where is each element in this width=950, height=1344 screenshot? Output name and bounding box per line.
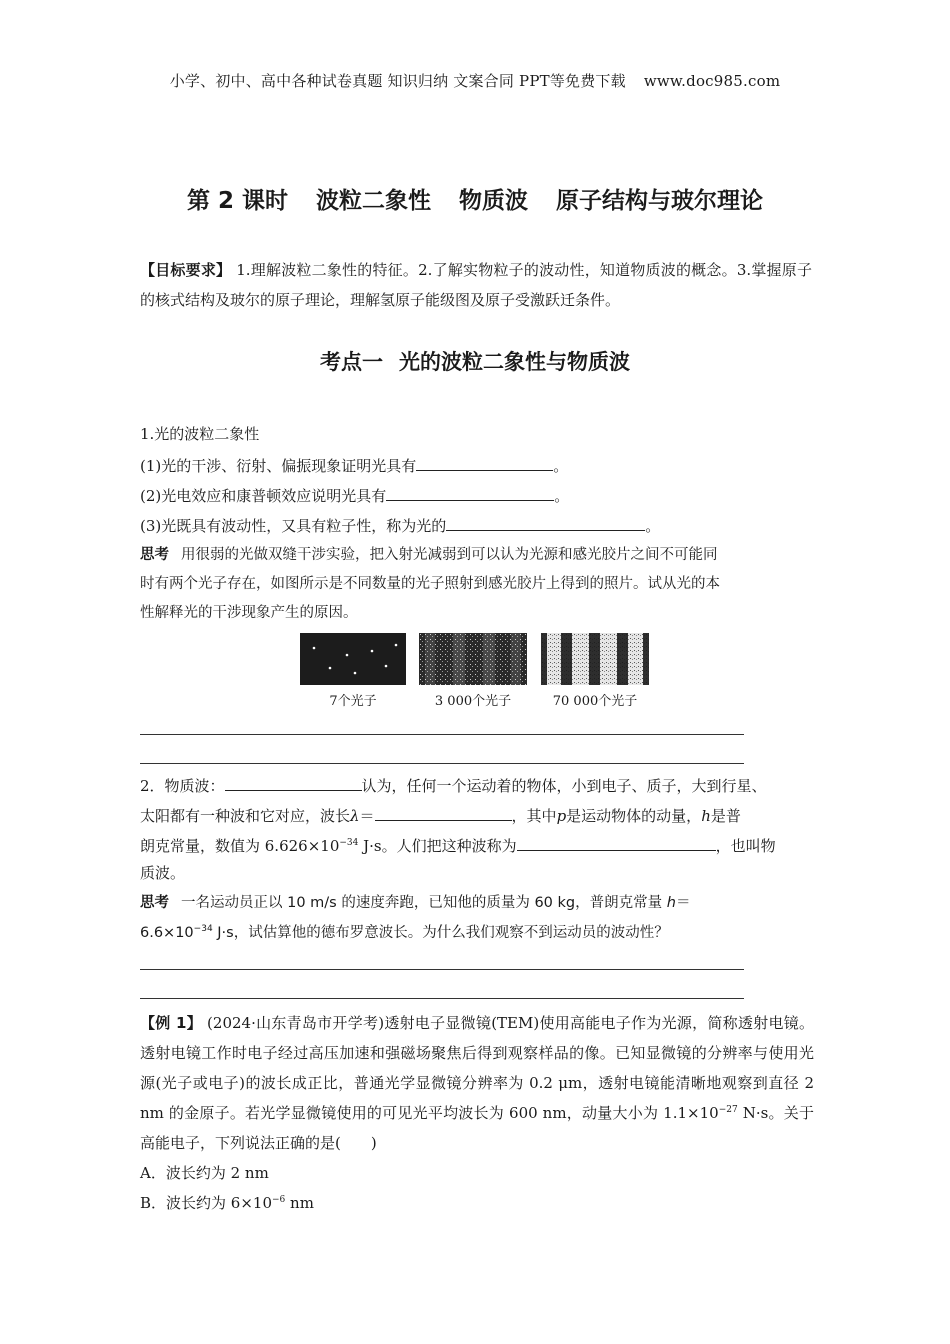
answer-line[interactable] xyxy=(140,763,744,764)
think2-text2a: 6.6×10 xyxy=(140,925,194,941)
item1-heading: 1.光的波粒二象性 xyxy=(140,425,260,443)
page-header xyxy=(0,70,950,91)
header-text: 小学、初中、高中各种试卷真题 知识归纳 文案合同 PPT等免费下载 xyxy=(169,72,626,90)
item2-line1 xyxy=(140,775,830,796)
option-a[interactable]: A．波长约为 2 nm xyxy=(140,1164,269,1182)
item2-line2 xyxy=(140,805,820,826)
item2-lead: 2．物质波： xyxy=(140,777,225,795)
title-part-matter-wave: 物质波 xyxy=(459,188,529,214)
item2-line4: 质波。 xyxy=(140,864,186,882)
exponent: −34 xyxy=(339,838,359,848)
header-site[interactable]: www.doc985.com xyxy=(643,72,781,90)
caption-3000: 3 000个光子 xyxy=(434,694,512,709)
exponent: −27 xyxy=(718,1105,738,1115)
think2-text1: 一名运动员正以 10 m/s 的速度奔跑，已知他的质量为 60 kg，普朗克常量 xyxy=(181,895,663,911)
answer-blank[interactable] xyxy=(386,485,554,501)
example-paragraph xyxy=(140,1008,814,1158)
h-symbol: h xyxy=(666,895,676,911)
example-question: N·s。关于高能电子，下列说法正确的是( ) xyxy=(140,1104,814,1152)
item2-text-c: ，其中 xyxy=(511,807,557,825)
answer-line[interactable] xyxy=(140,998,744,999)
caption-70000: 70 000个光子 xyxy=(552,694,638,709)
answer-blank[interactable] xyxy=(517,835,716,851)
item1-line3-text: (3)光既具有波动性，又具有粒子性，称为光的 xyxy=(140,517,447,535)
equals: ＝ xyxy=(675,895,691,911)
think-label: 思考 xyxy=(140,895,169,911)
item1-line2 xyxy=(140,485,820,506)
think2-line2 xyxy=(140,923,820,943)
think1-text1: 用很弱的光做双缝干涉实验，把入射光减弱到可以认为光源和感光胶片之间不可能同 xyxy=(181,547,718,563)
answer-line[interactable] xyxy=(140,969,744,970)
answer-line[interactable] xyxy=(140,734,744,735)
item2-text-e: 是普 xyxy=(710,807,741,825)
h-symbol: h xyxy=(701,807,711,825)
think1-line1 xyxy=(140,545,820,565)
exponent: −6 xyxy=(272,1195,286,1205)
item1-line3 xyxy=(140,515,820,536)
answer-blank[interactable] xyxy=(446,515,645,531)
option-b-text: B．波长约为 6×10 xyxy=(140,1194,272,1212)
think2-line1 xyxy=(140,893,820,913)
p-symbol: p xyxy=(556,807,567,825)
item1-line1-text: (1)光的干涉、衍射、偏振现象证明光具有 xyxy=(140,457,417,475)
item2-line3 xyxy=(140,835,820,856)
item2-text-f: 朗克常量，数值为 6.626×10 xyxy=(140,837,340,855)
period: 。 xyxy=(645,517,661,535)
option-b-unit: nm xyxy=(285,1194,314,1212)
example-label: 【例 1】 xyxy=(140,1014,202,1032)
item2-text-a: 认为，任何一个运动着的物体，小到电子、质子，大到行星、 xyxy=(361,777,767,795)
think1-line3: 性解释光的干涉现象产生的原因。 xyxy=(140,605,358,621)
item1-line2-text: (2)光电效应和康普顿效应说明光具有 xyxy=(140,487,387,505)
section-title: 光的波粒二象性与物质波 xyxy=(399,350,630,374)
exponent: −34 xyxy=(193,924,213,934)
section-number: 考点一 xyxy=(320,350,383,374)
title-part-lesson: 第 2 课时 xyxy=(186,188,289,214)
page-title xyxy=(0,182,950,215)
goal-paragraph xyxy=(140,255,812,315)
lambda-symbol: λ xyxy=(350,807,360,825)
think2-text2b: J·s，试估算他的德布罗意波长。为什么我们观察不到运动员的波动性？ xyxy=(212,925,669,941)
period: 。 xyxy=(553,457,569,475)
section-heading xyxy=(0,346,950,376)
example-text: (2024·山东青岛市开学考)透射电子显微镜(TEM)使用高能电子作为光源，简称透射电镜。透射电镜工作时电子经过高压加速和强磁场聚焦后得到观察样品的像。已知显微镜的分辨率与使用光源(光子或电子)的波长成正比，普通光学显微镜分辨率为 0.2 μm，透射电镜能清晰地观察到直径 2 nm 的金原子。若光学显微镜使用的可见光平均波长为 600 nm，动量大小为 1.1×10 xyxy=(140,1014,814,1122)
item2-text-d: 是运动物体的动量， xyxy=(566,807,702,825)
item2-text-g: J·s。人们把这种波称为 xyxy=(358,837,517,855)
item1-line1 xyxy=(140,455,820,476)
goal-text: 1.理解波粒二象性的特征。2.了解实物粒子的波动性，知道物质波的概念。3.掌握原子的核式结构及玻尔的原子理论，理解氢原子能级图及原子受激跃迁条件。 xyxy=(140,261,812,309)
caption-7: 7个光子 xyxy=(329,694,377,709)
item2-text-k: ，也叫物 xyxy=(715,837,776,855)
photo-7-photons xyxy=(300,633,406,685)
answer-blank[interactable] xyxy=(416,455,553,471)
answer-blank[interactable] xyxy=(375,805,512,821)
option-b[interactable] xyxy=(140,1193,820,1213)
title-part-atom: 原子结构与玻尔理论 xyxy=(556,188,764,214)
answer-blank[interactable] xyxy=(225,775,362,791)
title-part-duality: 波粒二象性 xyxy=(316,188,432,214)
goal-label: 【目标要求】 xyxy=(140,261,232,279)
period: 。 xyxy=(554,487,570,505)
think1-line2: 时有两个光子存在，如图所示是不同数量的光子照射到感光胶片上得到的照片。试从光的本 xyxy=(140,576,720,592)
think-label: 思考 xyxy=(140,547,169,563)
photo-70000-photons xyxy=(541,633,649,685)
item2-text-b: 太阳都有一种波和它对应，波长 xyxy=(140,807,351,825)
equals: ＝ xyxy=(359,807,375,825)
photo-3000-photons xyxy=(419,633,527,685)
